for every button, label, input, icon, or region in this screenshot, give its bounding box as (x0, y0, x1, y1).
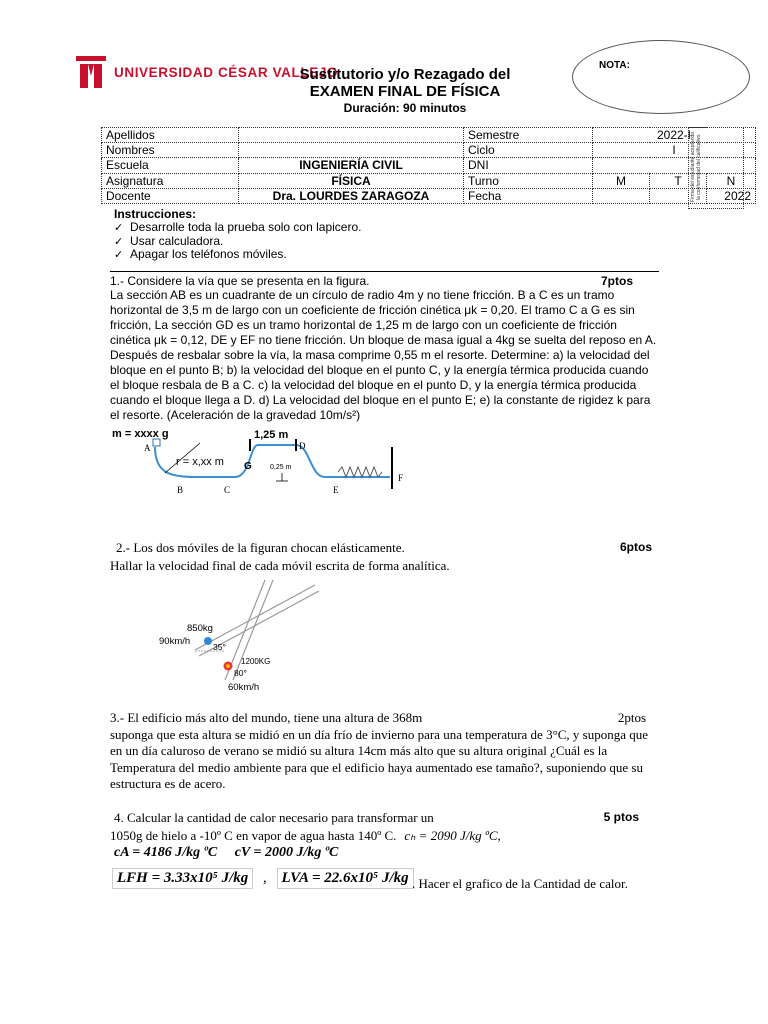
list-item (114, 235, 361, 249)
spring-icon (338, 467, 382, 477)
q1-height-label: 0,25 m (270, 464, 292, 471)
asignatura-label: Asignatura (102, 173, 239, 188)
exam-title-line2: EXAMEN FINAL DE FÍSICA (309, 83, 501, 100)
table-row (102, 173, 756, 188)
q4-ch: cₕ = 2090 J/kg ºC, (404, 828, 501, 843)
q1-track-figure (110, 425, 410, 510)
instructions-list (114, 221, 361, 262)
vehicle-2-glow (226, 664, 230, 668)
q2-m2-label: 1200KG (241, 657, 271, 666)
exam-duration: Duración: 90 minutos (343, 101, 467, 115)
university-logo-icon (76, 56, 106, 88)
university-name: UNIVERSIDAD CÉSAR VALLEJO (114, 65, 339, 80)
point-d: D (299, 441, 306, 451)
turno-n[interactable]: N (707, 173, 756, 188)
q4-points: 5 ptos (603, 810, 639, 824)
apellidos-field[interactable] (239, 128, 464, 143)
q1-mass-label: m = xxxx g (112, 428, 169, 440)
q3-heading (110, 710, 658, 727)
q2-heading (116, 540, 656, 556)
q4-heading (114, 810, 639, 826)
q2-collision-figure (155, 580, 325, 695)
exam-title-line1: Sustitutorio y/o Rezagado del (299, 66, 511, 83)
instruction-text: Desarrolle toda la prueba solo con lapicero. (130, 220, 362, 234)
student-info-table (101, 127, 756, 204)
apellidos-label: Apellidos (102, 128, 239, 143)
checkmark-icon: ✓ (114, 235, 124, 248)
q2-a2-label: 80° (234, 668, 247, 678)
point-c: C (224, 485, 231, 495)
nombres-label: Nombres (102, 143, 239, 158)
asignatura-value: FÍSICA (239, 173, 464, 188)
q4-comma: , (263, 870, 267, 886)
q4-cv: cV = 2000 J/kg ºC (234, 845, 339, 860)
docente-label: Docente (102, 188, 239, 203)
dni-label: DNI (464, 158, 593, 173)
q2-a1-label: 35° (213, 642, 226, 652)
vehicle-1-icon (204, 637, 212, 645)
escuela-label: Escuela (102, 158, 239, 173)
q2-body: Hallar la velocidad final de cada móvil escrita de forma analítica. (110, 558, 450, 573)
point-a: A (144, 443, 151, 453)
checkmark-icon: ✓ (114, 249, 124, 261)
fecha-year: 2022 (707, 188, 756, 203)
fecha-day[interactable] (593, 188, 650, 203)
point-g: G (244, 461, 252, 472)
list-item (114, 248, 361, 262)
point-e: E (333, 485, 339, 495)
q4-tail: . Hacer el grafico de la Cantidad de calor. (412, 876, 628, 891)
q4-line2 (110, 828, 501, 844)
q1-text: 1.- Considere la vía que se presenta en la figura. (110, 274, 370, 288)
grade-label: NOTA: (599, 60, 630, 71)
q2-text: 2.- Los dos móviles de la figuran chocan elásticamente. (116, 540, 405, 555)
instruction-text: Usar calculadora. (130, 233, 224, 248)
block-icon (153, 439, 160, 446)
checkmark-icon: ✓ (114, 222, 124, 234)
q1-gd-label: 1,25 m (254, 429, 289, 441)
q3-body: suponga que esta altura se midió en un día frío de invierno para una temperatura de 3°C, y suponga que en un día caluroso de verano se midió su altura 14cm más alto que su altura original ¿Cuál es la Temperatura del medio ambiente para que el edificio haya aumentado ese tamaño?, suponiendo que su estructura es de acero. (110, 726, 649, 791)
q2-v1-label: 90km/h (159, 636, 191, 647)
q2-v2-label: 60km/h (228, 682, 260, 693)
signature-note: Firma del estudiante aceptando la conformidad del calificativo. (690, 131, 702, 203)
fecha-label: Fecha (464, 188, 593, 203)
q1-body: La sección AB es un cuadrante de un círculo de radio 4m y no tiene fricción. B a C es un tramo horizontal de 3,5 m de largo con un coeficiente de fricción cinética μk = 0,20. El tramo C a G es sin fricción, La sección GD es un tramo horizontal de 1,25 m de largo con un coeficiente de fricción cinética μk = 0,12, DE y EF no tiene fricción. Un bloque de masa igual a 4kg se suelta del reposo en A. Después de resbalar sobre la vía, la masa comprime 0,55 m el resorte. Determine: a) la velocidad del bloque en el punto B; b) la velocidad del bloque en el punto C, y la energía térmica producida cuando el bloque resbala de B a C. c) la velocidad del bloque en el punto D, y la energía térmica producida cuando el bloque llega a D. d) La velocidad del bloque en el punto E; e) la constante de rigidez k para el resorte. (Aceleración de la gravedad 10m/s²) (110, 288, 657, 422)
q1-points: 7ptos (600, 274, 633, 288)
q2-m1-label: 850kg (187, 623, 213, 634)
grade-oval (572, 40, 750, 114)
q4-text: 4. Calcular la cantidad de calor necesario para transformar un (114, 810, 434, 825)
instruction-text: Apagar los teléfonos móviles. (130, 247, 287, 261)
q1-radius-label: r = x,xx m (176, 456, 224, 468)
ciclo-label: Ciclo (464, 143, 593, 158)
table-row (102, 188, 756, 203)
instructions-heading: Instrucciones: (114, 207, 197, 221)
q3-text: 3.- El edificio más alto del mundo, tiene una altura de 368m (110, 710, 423, 725)
list-item (114, 221, 361, 235)
table-row (102, 128, 756, 143)
q3-points: 2ptos (617, 710, 646, 725)
point-f: F (398, 473, 404, 483)
point-b: B (177, 485, 184, 495)
q1-heading (110, 274, 655, 288)
semestre-label: Semestre (464, 128, 593, 143)
semestre-value: 2022-I (593, 128, 756, 143)
escuela-value: INGENIERÍA CIVIL (239, 158, 464, 173)
q4-specific-heats (110, 844, 342, 862)
table-row (102, 158, 756, 173)
turno-m[interactable]: M (593, 173, 650, 188)
section-divider (110, 271, 659, 272)
docente-value: Dra. LOURDES ZARAGOZA (239, 188, 464, 203)
q3-block (110, 710, 658, 793)
table-row (102, 143, 756, 158)
q2-points: 6ptos (619, 540, 652, 554)
q4-ca: cA = 4186 J/kg ºC (114, 845, 218, 860)
q4-line2-text: 1050g de hielo a -10º C en vapor de agua hasta 140º C. (110, 828, 397, 843)
q4-lva: LVA = 22.6x10⁵ J/kg (277, 868, 414, 889)
turno-label: Turno (464, 173, 593, 188)
q4-lfh: LFH = 3.33x10⁵ J/kg (112, 868, 253, 889)
ciclo-value: I (593, 143, 756, 158)
turno-t[interactable]: T (650, 173, 707, 188)
nombres-field[interactable] (239, 143, 464, 158)
